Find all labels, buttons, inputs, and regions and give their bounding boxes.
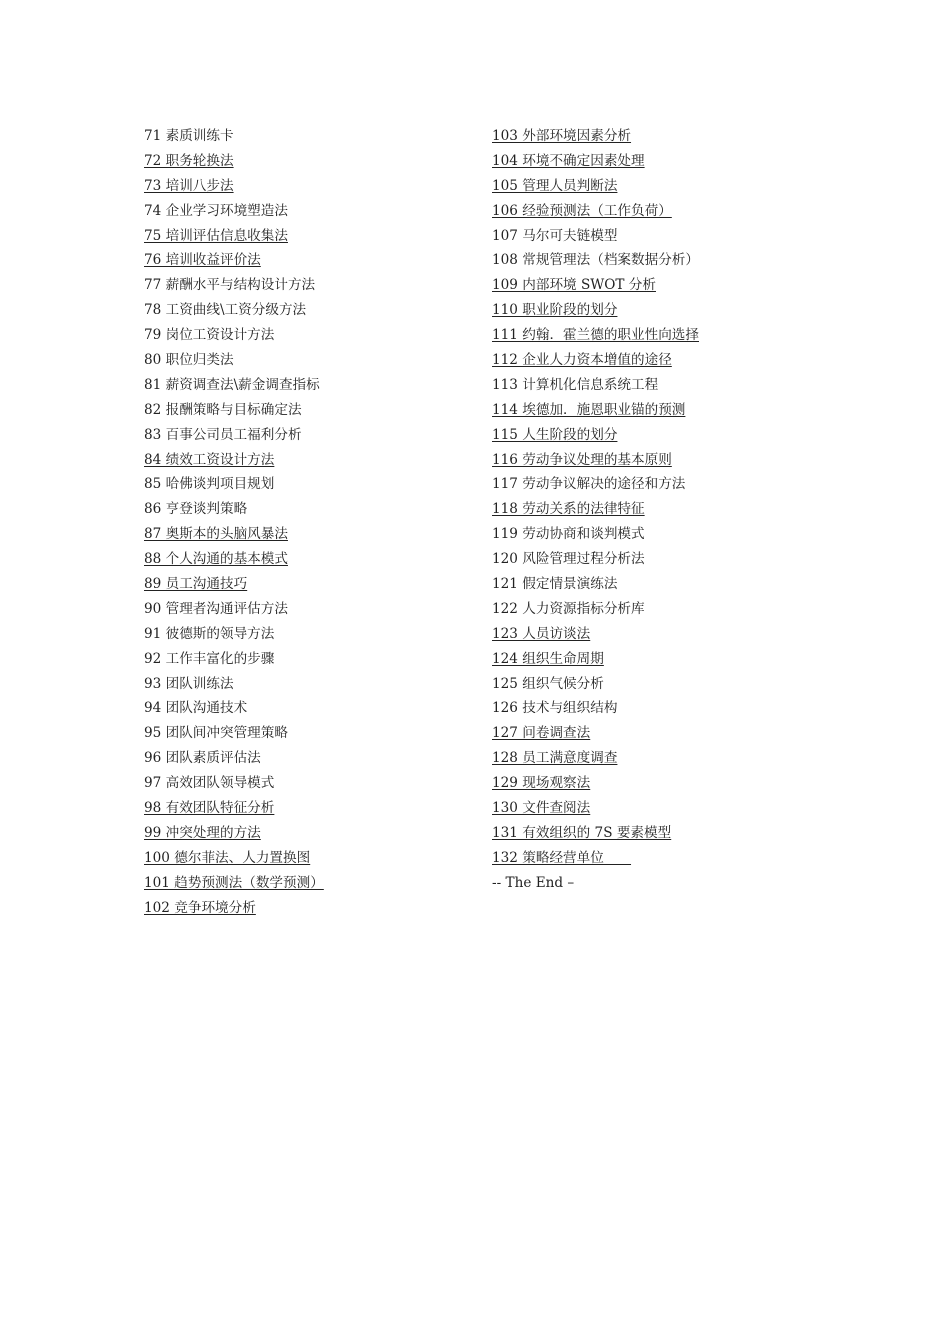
toc-link-label[interactable]: 87 奥斯本的头脑风暴法: [144, 526, 288, 543]
toc-text-item: [144, 622, 474, 647]
toc-link-item[interactable]: [492, 273, 822, 298]
toc-link-item[interactable]: [492, 448, 822, 473]
toc-text-item: [144, 721, 474, 746]
toc-item-label: 122 人力资源指标分析库: [492, 600, 645, 617]
toc-link-label[interactable]: 88 个人沟通的基本模式: [144, 551, 288, 568]
toc-left-column: [144, 124, 474, 921]
toc-link-item[interactable]: [144, 796, 474, 821]
toc-link-item[interactable]: [492, 423, 822, 448]
toc-text-item: [144, 672, 474, 697]
toc-link-item[interactable]: [144, 871, 474, 896]
toc-link-label[interactable]: 109 内部环境 SWOT 分析: [492, 277, 656, 294]
toc-text-item: [144, 373, 474, 398]
toc-link-label[interactable]: 131 有效组织的 7S 要素模型: [492, 824, 672, 841]
toc-link-label[interactable]: 89 员工沟通技巧: [144, 576, 248, 593]
toc-link-item[interactable]: [144, 522, 474, 547]
toc-item-label: 120 风险管理过程分析法: [492, 551, 645, 568]
toc-link-label[interactable]: 114 埃德加．施恩职业锚的预测: [492, 401, 686, 418]
toc-link-label[interactable]: 76 培训收益评价法: [144, 252, 261, 269]
toc-link-label[interactable]: 124 组织生命周期: [492, 650, 604, 667]
toc-text-item: [144, 472, 474, 497]
toc-link-label[interactable]: 111 约翰．霍兰德的职业性向选择: [492, 327, 699, 344]
toc-link-label[interactable]: 130 文件查阅法: [492, 800, 591, 817]
toc-item-label: 71 素质训练卡: [144, 128, 234, 144]
toc-link-label[interactable]: 105 管理人员判断法: [492, 177, 618, 194]
toc-link-item[interactable]: [492, 796, 822, 821]
toc-link-item[interactable]: [492, 124, 822, 149]
toc-text-item: [492, 224, 822, 249]
toc-item-label: 125 组织气候分析: [492, 675, 604, 692]
toc-text-item: [492, 248, 822, 273]
toc-link-item[interactable]: [492, 323, 822, 348]
toc-text-item: [144, 746, 474, 771]
toc-link-label[interactable]: 118 劳动关系的法律特征: [492, 501, 645, 518]
toc-right-column: [492, 124, 822, 896]
toc-item-label: 86 亨登谈判策略: [144, 501, 248, 518]
toc-link-label[interactable]: 84 绩效工资设计方法: [144, 451, 275, 468]
toc-item-label: 82 报酬策略与目标确定法: [144, 401, 302, 418]
toc-link-item[interactable]: [492, 746, 822, 771]
toc-link-label[interactable]: 127 问卷调查法: [492, 725, 591, 742]
toc-link-item[interactable]: [492, 298, 822, 323]
toc-item-label: 126 技术与组织结构: [492, 700, 618, 717]
toc-link-label[interactable]: 110 职业阶段的划分: [492, 302, 618, 319]
toc-item-label: 94 团队沟通技术: [144, 700, 248, 717]
toc-link-label[interactable]: 129 现场观察法: [492, 775, 591, 792]
toc-item-label: -- The End –: [492, 874, 575, 891]
toc-link-item[interactable]: [144, 448, 474, 473]
toc-text-item: [144, 199, 474, 224]
toc-text-item: [144, 423, 474, 448]
toc-link-label[interactable]: 123 人员访谈法: [492, 625, 591, 642]
toc-item-label: 90 管理者沟通评估方法: [144, 600, 288, 617]
toc-item-label: 95 团队间冲突管理策略: [144, 725, 288, 742]
toc-text-item: [492, 373, 822, 398]
toc-link-item[interactable]: [492, 497, 822, 522]
toc-item-label: 78 工资曲线\工资分级方法: [144, 302, 307, 319]
toc-link-item[interactable]: [492, 846, 822, 871]
toc-link-label[interactable]: 104 环境不确定因素处理: [492, 152, 645, 169]
toc-link-label[interactable]: 73 培训八步法: [144, 177, 234, 194]
toc-link-item[interactable]: [492, 821, 822, 846]
toc-link-item[interactable]: [492, 771, 822, 796]
toc-text-item: [492, 871, 822, 896]
toc-text-item: [492, 597, 822, 622]
toc-link-label[interactable]: 101 趋势预测法（数学预测）: [144, 874, 324, 891]
toc-link-item[interactable]: [144, 896, 474, 921]
toc-item-label: 74 企业学习环境塑造法: [144, 202, 288, 219]
toc-item-label: 81 薪资调查法\薪金调查指标: [144, 376, 320, 393]
toc-link-item[interactable]: [492, 721, 822, 746]
toc-link-item[interactable]: [492, 174, 822, 199]
toc-item-label: 97 高效团队领导模式: [144, 775, 275, 792]
toc-item-label: 108 常规管理法（档案数据分析）: [492, 252, 699, 269]
toc-link-item[interactable]: [144, 174, 474, 199]
toc-link-label[interactable]: 72 职务轮换法: [144, 152, 234, 169]
toc-link-item[interactable]: [144, 547, 474, 572]
toc-item-label: 83 百事公司员工福利分析: [144, 426, 302, 443]
toc-text-item: [144, 298, 474, 323]
toc-text-item: [144, 323, 474, 348]
toc-text-item: [144, 497, 474, 522]
toc-link-label[interactable]: 99 冲突处理的方法: [144, 824, 261, 841]
toc-link-label[interactable]: 112 企业人力资本增值的途径: [492, 352, 672, 369]
toc-text-item: [144, 273, 474, 298]
toc-text-item: [144, 398, 474, 423]
toc-link-item[interactable]: [144, 846, 474, 871]
toc-item-label: 117 劳动争议解决的途径和方法: [492, 476, 686, 493]
toc-link-label[interactable]: 106 经验预测法（工作负荷）: [492, 202, 672, 219]
toc-text-item: [492, 572, 822, 597]
toc-text-item: [144, 771, 474, 796]
toc-item-label: 85 哈佛谈判项目规划: [144, 476, 275, 493]
toc-link-label[interactable]: 75 培训评估信息收集法: [144, 227, 288, 244]
toc-link-label[interactable]: 115 人生阶段的划分: [492, 426, 618, 443]
toc-item-label: 80 职位归类法: [144, 352, 234, 369]
toc-link-item[interactable]: [492, 199, 822, 224]
toc-link-item[interactable]: [492, 622, 822, 647]
toc-text-item: [492, 472, 822, 497]
toc-link-label[interactable]: 116 劳动争议处理的基本原则: [492, 451, 672, 468]
toc-link-label[interactable]: 102 竞争环境分析: [144, 899, 256, 916]
toc-link-label[interactable]: 100 德尔菲法、人力置换图: [144, 849, 311, 866]
toc-link-item[interactable]: [144, 248, 474, 273]
toc-item-label: 96 团队素质评估法: [144, 750, 261, 767]
toc-item-label: 79 岗位工资设计方法: [144, 327, 275, 344]
toc-item-label: 93 团队训练法: [144, 675, 234, 692]
toc-link-item[interactable]: [144, 149, 474, 174]
toc-item-label: 113 计算机化信息系统工程: [492, 376, 659, 393]
toc-link-item[interactable]: [144, 224, 474, 249]
toc-text-item: [492, 547, 822, 572]
toc-link-item[interactable]: [492, 647, 822, 672]
toc-item-label: 92 工作丰富化的步骤: [144, 650, 275, 667]
toc-link-item[interactable]: [144, 821, 474, 846]
toc-link-label[interactable]: 132 策略经营单位: [492, 849, 632, 866]
toc-item-label: 119 劳动协商和谈判模式: [492, 526, 645, 543]
toc-link-label[interactable]: 98 有效团队特征分析: [144, 800, 275, 817]
toc-item-label: 91 彼德斯的领导方法: [144, 625, 275, 642]
toc-text-item: [144, 647, 474, 672]
toc-text-item: [492, 672, 822, 697]
toc-link-label[interactable]: 128 员工满意度调查: [492, 750, 618, 767]
toc-link-item[interactable]: [492, 398, 822, 423]
toc-text-item: [144, 696, 474, 721]
toc-text-item: [144, 124, 474, 149]
toc-link-item[interactable]: [144, 572, 474, 597]
toc-item-label: 107 马尔可夫链模型: [492, 227, 618, 244]
toc-text-item: [492, 522, 822, 547]
toc-text-item: [144, 348, 474, 373]
toc-link-item[interactable]: [492, 348, 822, 373]
toc-link-label[interactable]: 103 外部环境因素分析: [492, 128, 632, 144]
toc-text-item: [144, 597, 474, 622]
toc-text-item: [492, 696, 822, 721]
toc-link-item[interactable]: [492, 149, 822, 174]
toc-item-label: 121 假定情景演练法: [492, 576, 618, 593]
toc-item-label: 77 薪酬水平与结构设计方法: [144, 277, 316, 294]
